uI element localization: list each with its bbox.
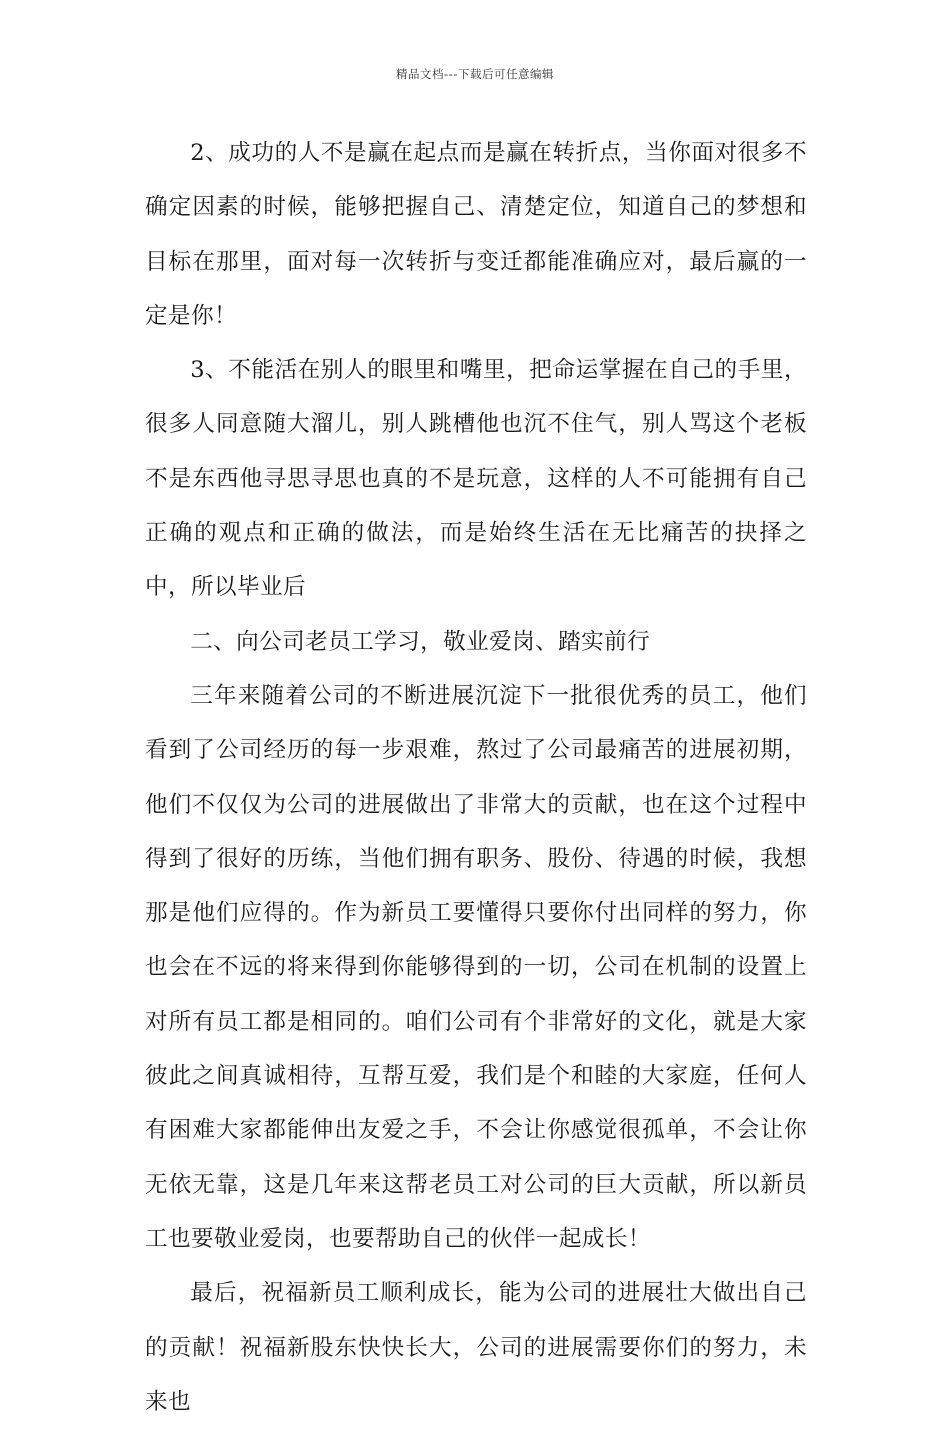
paragraph-point-3: 3、不能活在别人的眼里和嘴里，把命运掌握在自己的手里，很多人同意随大溜儿，别人跳槽他也沉不住气，别人骂这个老板不是东西他寻思寻思也真的不是玩意，这样的人不可能拥有自己正确的观点和正确的做法，而是始终生活在无比痛苦的抉择之中，所以毕业后 [145,357,807,601]
paragraph-closing: 最后，祝福新员工顺利成长，能为公司的进展壮大做出自己的贡献！祝福新股东快快长大，公司的进展需要你们的努力，未来也 [145,1280,807,1415]
document-body [145,126,807,1429]
paragraph-veteran-staff: 三年来随着公司的不断进展沉淀下一批很优秀的员工，他们看到了公司经历的每一步艰难，熬过了公司最痛苦的进展初期，他们不仅仅为公司的进展做出了非常大的贡献，也在这个过程中得到了很好的历练，当他们拥有职务、股份、待遇的时候，我想那是他们应得的。作为新员工要懂得只要你付出同样的努力，你也会在不远的将来得到你能够得到的一切，公司在机制的设置上对所有员工都是相同的。咱们公司有个非常好的文化，就是大家彼此之间真诚相待，互帮互爱，我们是个和睦的大家庭，任何人有困难大家都能伸出友爱之手，不会让你感觉很孤单，不会让你无依无靠，这是几年来这帮老员工对公司的巨大贡献，所以新员工也要敬业爱岗，也要帮助自己的伙伴一起成长！ [145,682,807,1252]
section-heading-2: 二、向公司老员工学习，敬业爱岗、踏实前行 [190,628,651,655]
page-header: 精品文档---下载后可任意编辑 [396,67,554,81]
paragraph-point-2: 2、成功的人不是赢在起点而是赢在转折点，当你面对很多不确定因素的时候，能够把握自己、清楚定位，知道自己的梦想和目标在那里，面对每一次转折与变迁都能准确应对，最后赢的一定是你！ [145,140,807,329]
